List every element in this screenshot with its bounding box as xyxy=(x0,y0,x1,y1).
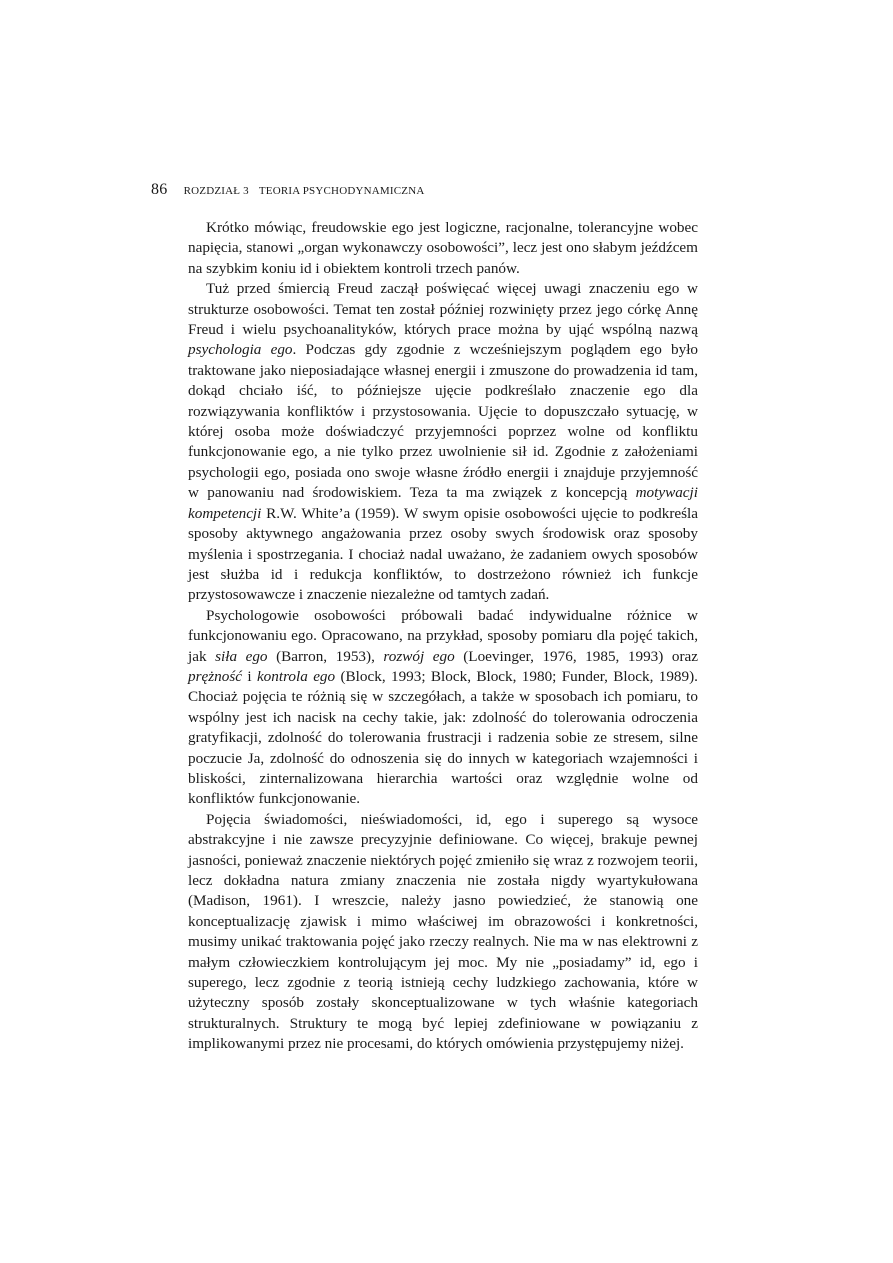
text-run: (Barron, 1953), xyxy=(267,647,384,665)
italic-term: prężność xyxy=(188,667,242,685)
italic-term: kontrola ego xyxy=(256,667,336,685)
text-run: i xyxy=(242,667,257,685)
chapter-label: ROZDZIAŁ 3 xyxy=(183,185,249,197)
running-header xyxy=(151,181,425,203)
text-run: Pojęcia świadomości, nieświadomości, id, ego i superego są wysoce abstrakcyjne i nie zawsze precyzyjnie definiowane. Co więcej, brakuje pewnej jasności, ponieważ znaczenie niektórych pojęć zmieniło się wraz z rozwojem teorii, lecz dokładna natura zmiany znaczenia nie została nigdy wyartykułowana (Madison, 1961). I wreszcie, należy jasno powiedzieć, że stanowią one konceptualizację zjawisk i mimo właściwej im obrazowości i konkretności, musimy unikać traktowania pojęć jako rzeczy realnych. Nie ma w nas elektrowni z małym człowieczkiem kontrolującym jej moc. My nie „posiadamy” id, ego i superego, lecz zgodnie z teorią istnieją cechy ludzkiego zachowania, które w użyteczny sposób zostały skonceptualizowane w tych właśnie kategoriach strukturalnych. Struktury te mogą być lepiej zdefiniowane w powiązaniu z implikowanymi przez nie procesami, do których omówienia przystępujemy niżej. xyxy=(188,810,698,1053)
page-number: 86 xyxy=(151,181,168,198)
paragraph xyxy=(188,279,698,606)
italic-term: motywacji kompetencji xyxy=(188,484,698,522)
italic-term: rozwój ego xyxy=(383,647,455,665)
italic-term: psychologia ego xyxy=(188,341,293,359)
text-run: R.W. White’a (1959). W swym opisie osobowości ujęcie to podkreśla sposoby aktywnego angażowania przez osoby swych środowisk oraz sposoby myślenia i spostrzegania. I chociaż nadal uważano, że zadaniem owych sposobów jest służba id i redukcja konfliktów, to dostrzeżono również ich funkcje przystosowawcze i znaczenie niezależne od tamtych zadań. xyxy=(188,504,698,604)
text-run: . Podczas gdy zgodnie z wcześniejszym poglądem ego było traktowane jako nieposiadające własnej energii i zmuszone do prowadzenia id tam, dokąd chciało iść, to późniejsze ujęcie podkreślało znaczenie ego dla rozwiązywania konfliktów i przystosowania. Ujęcie to dopuszczało sytuację, w której osoba może doświadczyć przyjemności poprzez wolne od konfliktu funkcjonowanie ego, a nie tylko przez uwolnienie sił id. Zgodnie z założeniami psychologii ego, posiada ono swoje własne źródło energii i znajduje przyjemność w panowaniu nad środowiskiem. Teza ta ma związek z koncepcją xyxy=(188,341,699,502)
text-run: (Loevinger, 1976, 1985, 1993) oraz xyxy=(454,647,698,665)
text-run: (Block, 1993; Block, Block, 1980; Funder, Block, 1989). Chociaż pojęcia te różnią się w szczegółach, a także w sposobach ich pomiaru, to wspólny jest ich nacisk na cechy takie, jak: zdolność do tolerowania odroczenia gratyfikacji, zdolność do tolerowania frustracji i radzenia sobie ze stresem, silne poczucie Ja, zdolność do odnoszenia się do innych w kategoriach wzajemności i bliskości, zinternalizowana hierarchia wartości oraz względnie wolne od konfliktów funkcjonowanie. xyxy=(188,667,698,808)
body-text xyxy=(188,218,698,1055)
text-run: Krótko mówiąc, freudowskie ego jest logiczne, racjonalne, tolerancyjne wobec napięcia, stanowi „organ wykonawczy osobowości”, lecz jest ono słabym jeźdźcem na szybkim koniu id i obiektem kontroli trzech panów. xyxy=(188,219,698,277)
text-run: Psychologowie osobowości próbowali badać indywidualne różnice w funkcjonowaniu ego. Opracowano, na przykład, sposoby pomiaru dla pojęć takich, jak xyxy=(188,606,698,665)
paragraph xyxy=(188,606,698,810)
italic-term: siła ego xyxy=(215,647,268,665)
paragraph xyxy=(188,218,698,279)
text-run: Tuż przed śmiercią Freud zaczął poświęcać więcej uwagi znaczeniu ego w strukturze osobowości. Temat ten został później rozwinięty przez jego córkę Annę Freud i wielu psychoanalityków, których prace można by ująć wspólną nazwą xyxy=(188,280,698,339)
chapter-title: TEORIA PSYCHODYNAMICZNA xyxy=(258,185,425,197)
paragraph xyxy=(188,810,698,1055)
